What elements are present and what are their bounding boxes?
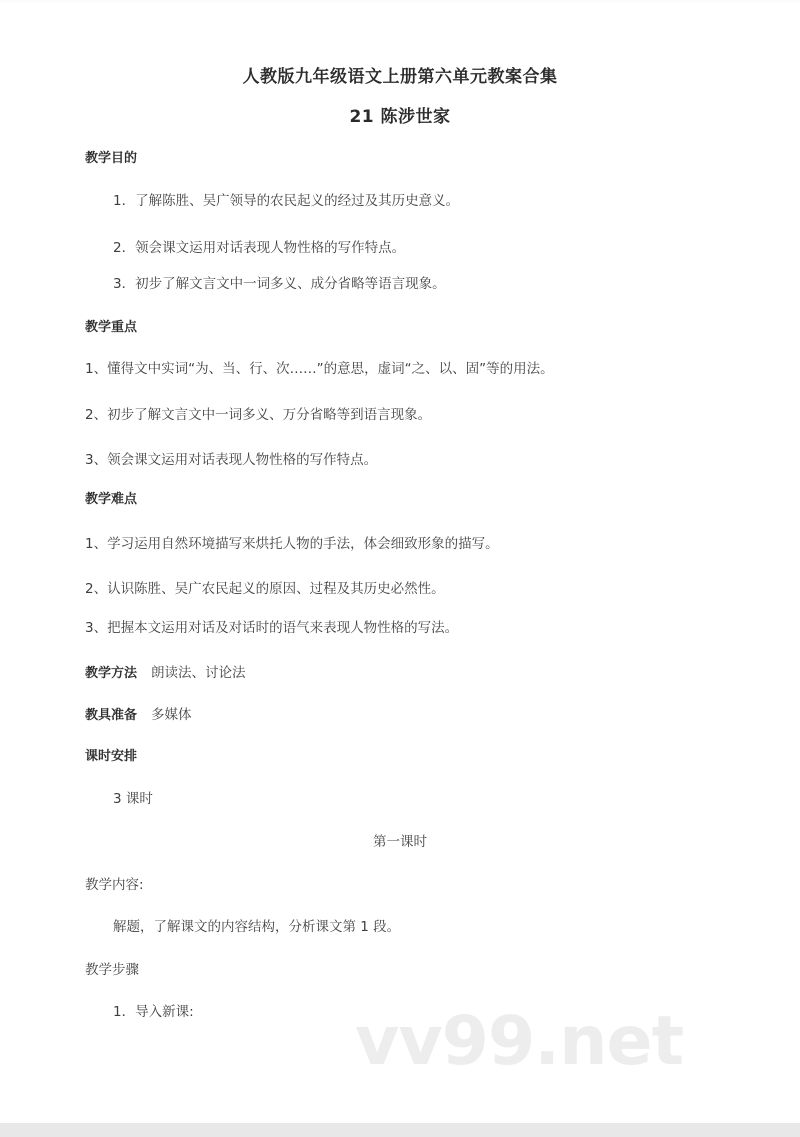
page-title: 人教版九年级语文上册第六单元教案合集 [242, 67, 558, 87]
list-item: 1．导入新课: [113, 1004, 194, 1020]
section-value-method: 朗读法、讨论法 [151, 665, 246, 681]
page-top-edge [0, 0, 800, 2]
list-item: 2．领会课文运用对话表现人物性格的写作特点。 [113, 240, 406, 256]
list-item: 3、把握本文运用对话及对话时的语气来表现人物性格的写法。 [85, 620, 459, 636]
schedule-value: 3 课时 [113, 791, 153, 807]
lesson-title: 21 陈涉世家 [349, 107, 451, 127]
page-bottom-band [0, 1123, 800, 1137]
section-heading-materials [85, 703, 192, 723]
section-heading-difficult-points: 教学难点 [85, 492, 138, 507]
section-value-materials: 多媒体 [151, 707, 192, 723]
content-text: 解题，了解课文的内容结构，分析课文第 1 段。 [113, 919, 401, 935]
list-item: 3．初步了解文言文中一词多义、成分省略等语言现象。 [113, 276, 446, 292]
steps-label: 教学步骤 [85, 962, 139, 978]
section-heading-lesson-one: 第一课时 [373, 834, 427, 850]
section-heading-method [85, 661, 246, 681]
section-heading-objectives: 教学目的 [85, 151, 138, 166]
list-item: 1、学习运用自然环境描写来烘托人物的手法，体会细致形象的描写。 [85, 536, 499, 552]
section-heading-schedule: 课时安排 [85, 749, 138, 764]
list-item: 1、懂得文中实词“为、当、行、次……”的意思，虚词“之、以、固”等的用法。 [85, 361, 554, 377]
section-heading-key-points: 教学重点 [85, 320, 138, 335]
list-item: 2、认识陈胜、吴广农民起义的原因、过程及其历史必然性。 [85, 581, 445, 597]
site-watermark: vv99.net [355, 1002, 684, 1081]
section-label-method: 教学方法 [85, 666, 138, 681]
content-label: 教学内容: [85, 877, 144, 893]
list-item: 3、领会课文运用对话表现人物性格的写作特点。 [85, 452, 378, 468]
list-item: 2、初步了解文言文中一词多义、万分省略等到语言现象。 [85, 407, 432, 423]
section-label-materials: 教具准备 [85, 708, 138, 723]
list-item: 1．了解陈胜、吴广领导的农民起义的经过及其历史意义。 [113, 193, 460, 209]
